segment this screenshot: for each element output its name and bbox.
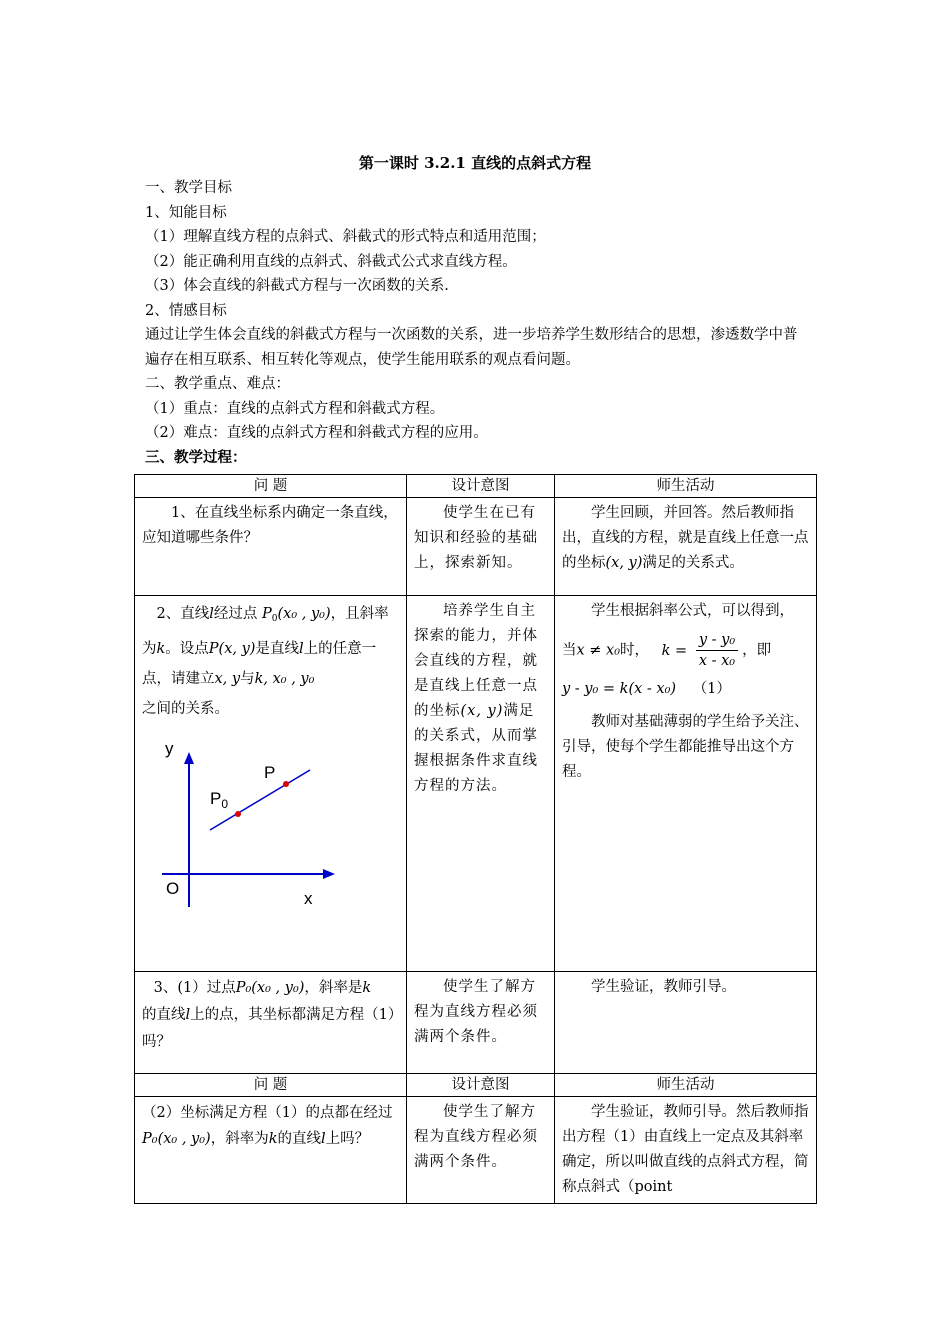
section-heading: 一、教学目标 xyxy=(145,180,232,196)
subsection-heading: 1、知能目标 xyxy=(145,204,227,221)
table-row xyxy=(135,972,817,1074)
teaching-process-table xyxy=(134,474,817,1204)
header-question: 问 题 xyxy=(135,475,407,498)
header-question: 问 题 xyxy=(135,1074,407,1097)
design-cell: 使学生了解方程为直线方程必须满两个条件。 xyxy=(407,972,555,1074)
header-design: 设计意图 xyxy=(407,1074,555,1097)
question-cell: （2）坐标满足方程（1）的点都在经过P₀(x₀ , y₀)，斜率为k的直线l上吗？ xyxy=(135,1097,407,1204)
design-cell: 使学生在已有知识和经验的基础上，探索新知。 xyxy=(407,498,555,596)
table-header-row xyxy=(135,475,817,498)
x-axis-label: x xyxy=(304,889,313,908)
p0-label: $P_0$ xyxy=(210,789,229,811)
design-cell: 培养学生自主探索的能力，并体会直线的方程，就是直线上任意一点的坐标(x, y)满足的关系式，从而掌握根据条件求直线方程的方法。 xyxy=(407,596,555,972)
point-p xyxy=(283,781,289,787)
x-axis-arrow xyxy=(323,869,335,879)
difficult-point: （2）难点：直线的点斜式方程和斜截式方程的应用。 xyxy=(145,425,488,441)
p-label: P xyxy=(264,763,276,782)
lesson-title: 第一课时 3.2.1 直线的点斜式方程 xyxy=(358,154,592,172)
table-header-row xyxy=(135,1074,817,1097)
subsection-heading: 2、情感目标 xyxy=(145,302,227,319)
y-axis-arrow xyxy=(184,752,194,764)
activity-cell: 学生验证，教师引导。 xyxy=(555,972,817,1074)
activity-cell: 学生验证，教师引导。然后教师指出方程（1）由直线上一定点及其斜率确定，所以叫做直线的点斜式方程，简称点斜式（point xyxy=(555,1097,817,1204)
objectives-section xyxy=(145,176,810,470)
section-heading: 三、教学过程： xyxy=(145,448,247,466)
objective-item: （2）能正确利用直线的点斜式、斜截式公式求直线方程。 xyxy=(145,253,517,270)
point-p0 xyxy=(235,811,241,817)
key-point: （1）重点：直线的点斜式方程和斜截式方程。 xyxy=(145,400,445,417)
activity-cell: 学生根据斜率公式，可以得到， 当x ≠ x₀时， k = $\frac{\text{y - y₀}}{\text{x - x₀}}$ ，即 y - y₀ = k(x - x₀) （1） 教师对基础薄弱的学生给予关注、引导，使每个学生都能推导出这个方程。 xyxy=(555,596,817,972)
emotion-goal-paragraph: 通过让学生体会直线的斜截式方程与一次函数的关系，进一步培养学生数形结合的思想，渗透数学中普遍存在相互联系、相互转化等观点，使学生能用联系的观点看问题。 xyxy=(145,327,798,368)
point-slope-equation: y - y₀ = k(x - x₀) xyxy=(562,681,677,697)
header-design: 设计意图 xyxy=(407,475,555,498)
activity-cell: 学生回顾，并回答。然后教师指出，直线的方程，就是直线上任意一点的坐标(x, y)满足的关系式。 xyxy=(555,498,817,596)
table-row xyxy=(135,596,817,972)
coordinate-graph xyxy=(142,732,382,922)
objective-item: （1）理解直线方程的点斜式、斜截式的形式特点和适用范围； xyxy=(145,229,546,245)
slope-fraction: $\frac{\text{y - y₀}}{\text{x - x₀}}$ xyxy=(696,630,738,671)
header-activity: 师生活动 xyxy=(555,1074,817,1097)
table-row xyxy=(135,1097,817,1204)
objective-item: （3）体会直线的斜截式方程与一次函数的关系. xyxy=(145,278,449,294)
origin-label: O xyxy=(166,879,180,898)
table-row xyxy=(135,498,817,596)
section-heading: 二、教学重点、难点： xyxy=(145,376,290,392)
question-cell: 2、直线l经过点 $P_0(x_0$ , y₀)，且斜率为k。设点P(x, y)是直线l上的任意一点，请建立x, y与k, x₀ , y₀ 之间的关系。 y x O P $P_0$ xyxy=(135,596,407,972)
y-axis-label: y xyxy=(165,739,174,758)
design-cell: 使学生了解方程为直线方程必须满两个条件。 xyxy=(407,1097,555,1204)
question-cell: 1、在直线坐标系内确定一条直线，应知道哪些条件？ xyxy=(135,498,407,596)
header-activity: 师生活动 xyxy=(555,475,817,498)
question-cell: 3、(1）过点P₀(x₀ , y₀)，斜率是k 的直线l上的点，其坐标都满足方程（1）吗？ xyxy=(135,972,407,1074)
